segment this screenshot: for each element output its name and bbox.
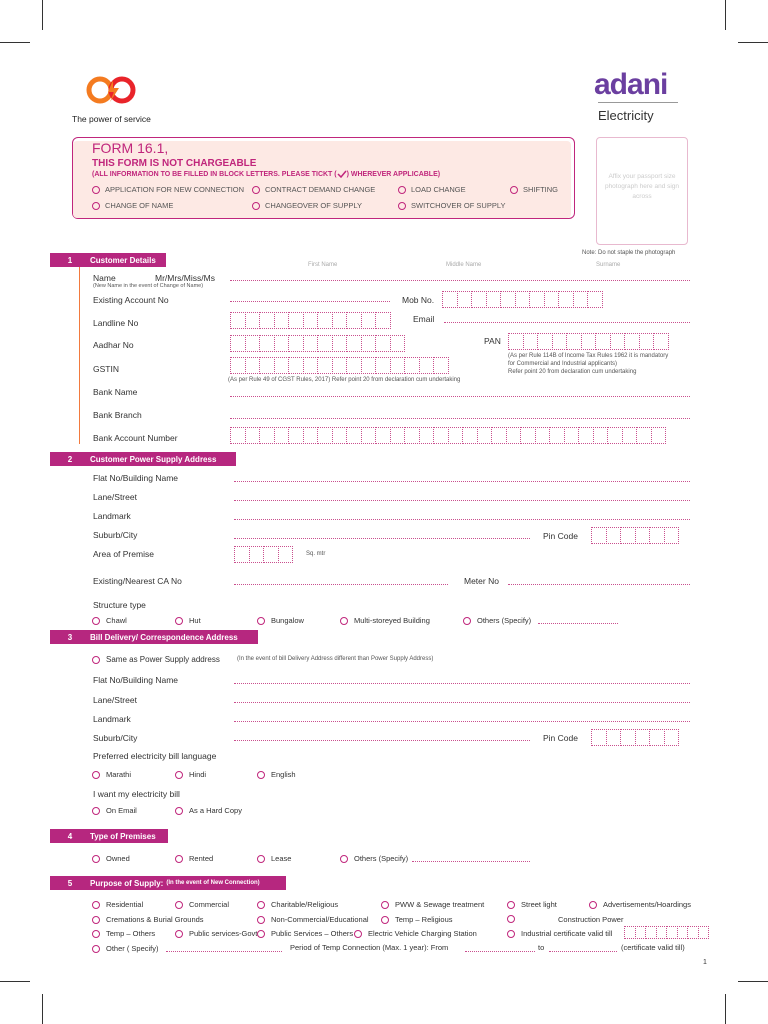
first-name-label: First Name [308, 262, 338, 268]
purpose-advertisements[interactable]: Advertisements/Hoardings [589, 900, 691, 909]
lang-hindi[interactable]: Hindi [175, 770, 206, 779]
ca-field[interactable] [234, 584, 448, 585]
option-changeover[interactable]: CHANGEOVER OF SUPPLY [252, 201, 362, 210]
sqmtr-label: Sq. mtr [306, 551, 326, 557]
s3-flat-label: Flat No/Building Name [93, 675, 179, 685]
landline-label: Landline No [93, 318, 139, 328]
section-5-header: 5 Purpose of Supply: (In the event of New Connection) [50, 876, 286, 890]
purpose-public-govt[interactable]: Public services-Govt [175, 929, 257, 938]
mob-boxes[interactable] [442, 291, 602, 308]
ca-label: Existing/Nearest CA No [93, 576, 182, 586]
name-label: Name [93, 273, 116, 283]
pan-boxes[interactable] [508, 333, 668, 350]
s3-suburb-label: Suburb/City [93, 733, 138, 743]
option-new-connection[interactable]: APPLICATION FOR NEW CONNECTION [92, 185, 244, 194]
purpose-pww[interactable]: PWW & Sewage treatment [381, 900, 484, 909]
option-contract-demand[interactable]: CONTRACT DEMAND CHANGE [252, 185, 375, 194]
bank-field[interactable] [230, 396, 690, 397]
bank-label: Bank Name [93, 387, 138, 397]
account-number-label: Bank Account Number [93, 433, 178, 443]
middle-name-label: Middle Name [446, 262, 482, 268]
adani-logo: adani [594, 68, 668, 101]
pan-note-1: (As per Rule 114B of Income Tax Rules 1962 it is mandatory [508, 353, 669, 359]
pan-note-2: for Commercial and Industrial applicants) [508, 361, 618, 367]
form-title: FORM 16.1, [92, 140, 169, 156]
account-label: Existing Account No [93, 295, 169, 305]
language-label: Preferred electricity bill language [93, 751, 217, 761]
s2-lane-label: Lane/Street [93, 492, 137, 502]
crop-mark [725, 994, 726, 1024]
section-4-header: 4 Type of Premises [50, 829, 168, 843]
power-logo-icon [86, 72, 148, 110]
s2-suburb-label: Suburb/City [93, 530, 138, 540]
period-label: Period of Temp Connection (Max. 1 year): From [290, 943, 449, 952]
purpose-public-others[interactable]: Public Services – Others [257, 929, 353, 938]
section-2-header: 2 Customer Power Supply Address [50, 452, 236, 466]
section-3-header: 3 Bill Delivery/ Correspondence Address [50, 630, 258, 644]
s2-pin-label: Pin Code [543, 531, 578, 541]
aadhar-boxes[interactable] [230, 335, 404, 352]
name-note: (New Name in the event of Change of Name) [93, 283, 204, 289]
page-number: 1 [703, 959, 707, 966]
bill-hardcopy[interactable]: As a Hard Copy [175, 806, 242, 815]
purpose-commercial[interactable]: Commercial [175, 900, 229, 909]
s3-lane-label: Lane/Street [93, 695, 137, 705]
photo-note: Note: Do not staple the photograph [582, 250, 676, 256]
form-subtitle: THIS FORM IS NOT CHARGEABLE [92, 158, 257, 169]
period-to-field[interactable] [549, 951, 617, 952]
pan-note-3: Refer point 20 from declaration cum undertaking [508, 369, 637, 375]
purpose-noncommercial[interactable]: Non-Commercial/Educational [257, 915, 369, 924]
crop-mark [725, 0, 726, 30]
period-to-label: to [538, 943, 545, 952]
s2-lane-field[interactable] [234, 500, 690, 501]
mob-label: Mob No. [402, 295, 435, 305]
purpose-temp-religious[interactable]: Temp – Religious [381, 915, 453, 924]
premise-rented[interactable]: Rented [175, 854, 213, 863]
landline-boxes[interactable] [230, 312, 390, 329]
purpose-other-field[interactable] [166, 951, 282, 952]
structure-others-field[interactable] [538, 623, 618, 624]
account-field[interactable] [230, 301, 390, 302]
area-label: Area of Premise [93, 549, 154, 559]
cert-valid-label: (certificate valid till) [621, 943, 685, 952]
gstin-boxes[interactable] [230, 357, 448, 374]
photo-instruction: Affix your passport size photograph here and sign across [604, 173, 680, 200]
same-address-option[interactable]: Same as Power Supply address [92, 655, 220, 664]
s2-pin-boxes[interactable] [591, 527, 678, 544]
crop-mark [42, 994, 43, 1024]
email-field[interactable] [444, 322, 690, 323]
purpose-industrial[interactable]: Industrial certificate valid till [507, 929, 612, 938]
bill-mode-label: I want my electricity bill [93, 789, 180, 799]
pan-label: PAN [484, 336, 501, 346]
purpose-construction: Construction Power [558, 915, 624, 924]
logo-divider [598, 102, 678, 103]
structure-multistorey[interactable]: Multi-storeyed Building [340, 616, 430, 625]
purpose-cremations[interactable]: Cremations & Burial Grounds [92, 915, 204, 924]
crop-mark [42, 0, 43, 30]
s3-flat-field[interactable] [234, 683, 690, 684]
premise-lease[interactable]: Lease [257, 854, 291, 863]
purpose-blank[interactable] [507, 915, 521, 923]
adani-logo-sub: Electricity [598, 108, 654, 123]
branch-label: Bank Branch [93, 410, 142, 420]
same-address-note: (In the event of bill Delivery Address different than Power Supply Address) [237, 656, 434, 662]
structure-others[interactable]: Others (Specify) [463, 616, 531, 625]
lang-english[interactable]: English [257, 770, 296, 779]
purpose-other[interactable]: Other ( Specify) [92, 944, 159, 953]
s2-landmark-field[interactable] [234, 519, 690, 520]
lang-marathi[interactable]: Marathi [92, 770, 131, 779]
s2-flat-label: Flat No/Building Name [93, 473, 179, 483]
option-shifting[interactable]: SHIFTING [510, 185, 558, 194]
s2-suburb-field[interactable] [234, 538, 530, 539]
option-switchover[interactable]: SWITCHOVER OF SUPPLY [398, 201, 505, 210]
purpose-residential[interactable]: Residential [92, 900, 143, 909]
s3-landmark-field[interactable] [234, 721, 690, 722]
gstin-label: GSTIN [93, 364, 119, 374]
name-field[interactable] [230, 280, 690, 281]
logo-tagline: The power of service [72, 114, 151, 124]
titles-label: Mr/Mrs/Miss/Ms [155, 273, 215, 283]
branch-field[interactable] [230, 418, 690, 419]
aadhar-label: Aadhar No [93, 340, 134, 350]
s2-flat-field[interactable] [234, 481, 690, 482]
email-label: Email [413, 314, 435, 324]
gst-note: (As per Rule 49 of CGST Rules, 2017) Refer point 20 from declaration cum undertaking [228, 377, 461, 383]
structure-chawl[interactable]: Chawl [92, 616, 127, 625]
period-from-field[interactable] [465, 951, 535, 952]
option-change-name[interactable]: CHANGE OF NAME [92, 201, 173, 210]
bill-email[interactable]: On Email [92, 806, 137, 815]
purpose-temp-others[interactable]: Temp – Others [92, 929, 155, 938]
crop-mark [0, 981, 30, 982]
s3-pin-boxes[interactable] [591, 729, 678, 746]
premise-owned[interactable]: Owned [92, 854, 130, 863]
s3-landmark-label: Landmark [93, 714, 131, 724]
crop-mark [0, 42, 30, 43]
section-1-header: 1 Customer Details [50, 253, 166, 267]
s3-lane-field[interactable] [234, 702, 690, 703]
purpose-charitable[interactable]: Charitable/Religious [257, 900, 338, 909]
account-number-boxes[interactable] [230, 427, 665, 444]
s2-landmark-label: Landmark [93, 511, 131, 521]
surname-label: Surname [596, 262, 621, 268]
premise-others-field[interactable] [412, 861, 530, 862]
purpose-streetlight[interactable]: Street light [507, 900, 557, 909]
meter-label: Meter No [464, 576, 499, 586]
structure-label: Structure type [93, 600, 146, 610]
tick-icon [337, 170, 347, 178]
premise-others[interactable]: Others (Specify) [340, 854, 408, 863]
s3-suburb-field[interactable] [234, 740, 530, 741]
industrial-date-boxes[interactable] [624, 926, 708, 939]
structure-bungalow[interactable]: Bungalow [257, 616, 304, 625]
form-instruction: (ALL INFORMATION TO BE FILLED IN BLOCK LETTERS. PLEASE TICKT ( ) WHEREVER APPLICABLE) [92, 170, 441, 178]
crop-mark [738, 42, 768, 43]
area-boxes[interactable] [234, 546, 292, 563]
crop-mark [738, 981, 768, 982]
purpose-ev-charging[interactable]: Electric Vehicle Charging Station [354, 929, 477, 938]
section-rule [79, 266, 80, 444]
structure-hut[interactable]: Hut [175, 616, 201, 625]
option-load-change[interactable]: LOAD CHANGE [398, 185, 466, 194]
meter-field[interactable] [508, 584, 690, 585]
s3-pin-label: Pin Code [543, 733, 578, 743]
